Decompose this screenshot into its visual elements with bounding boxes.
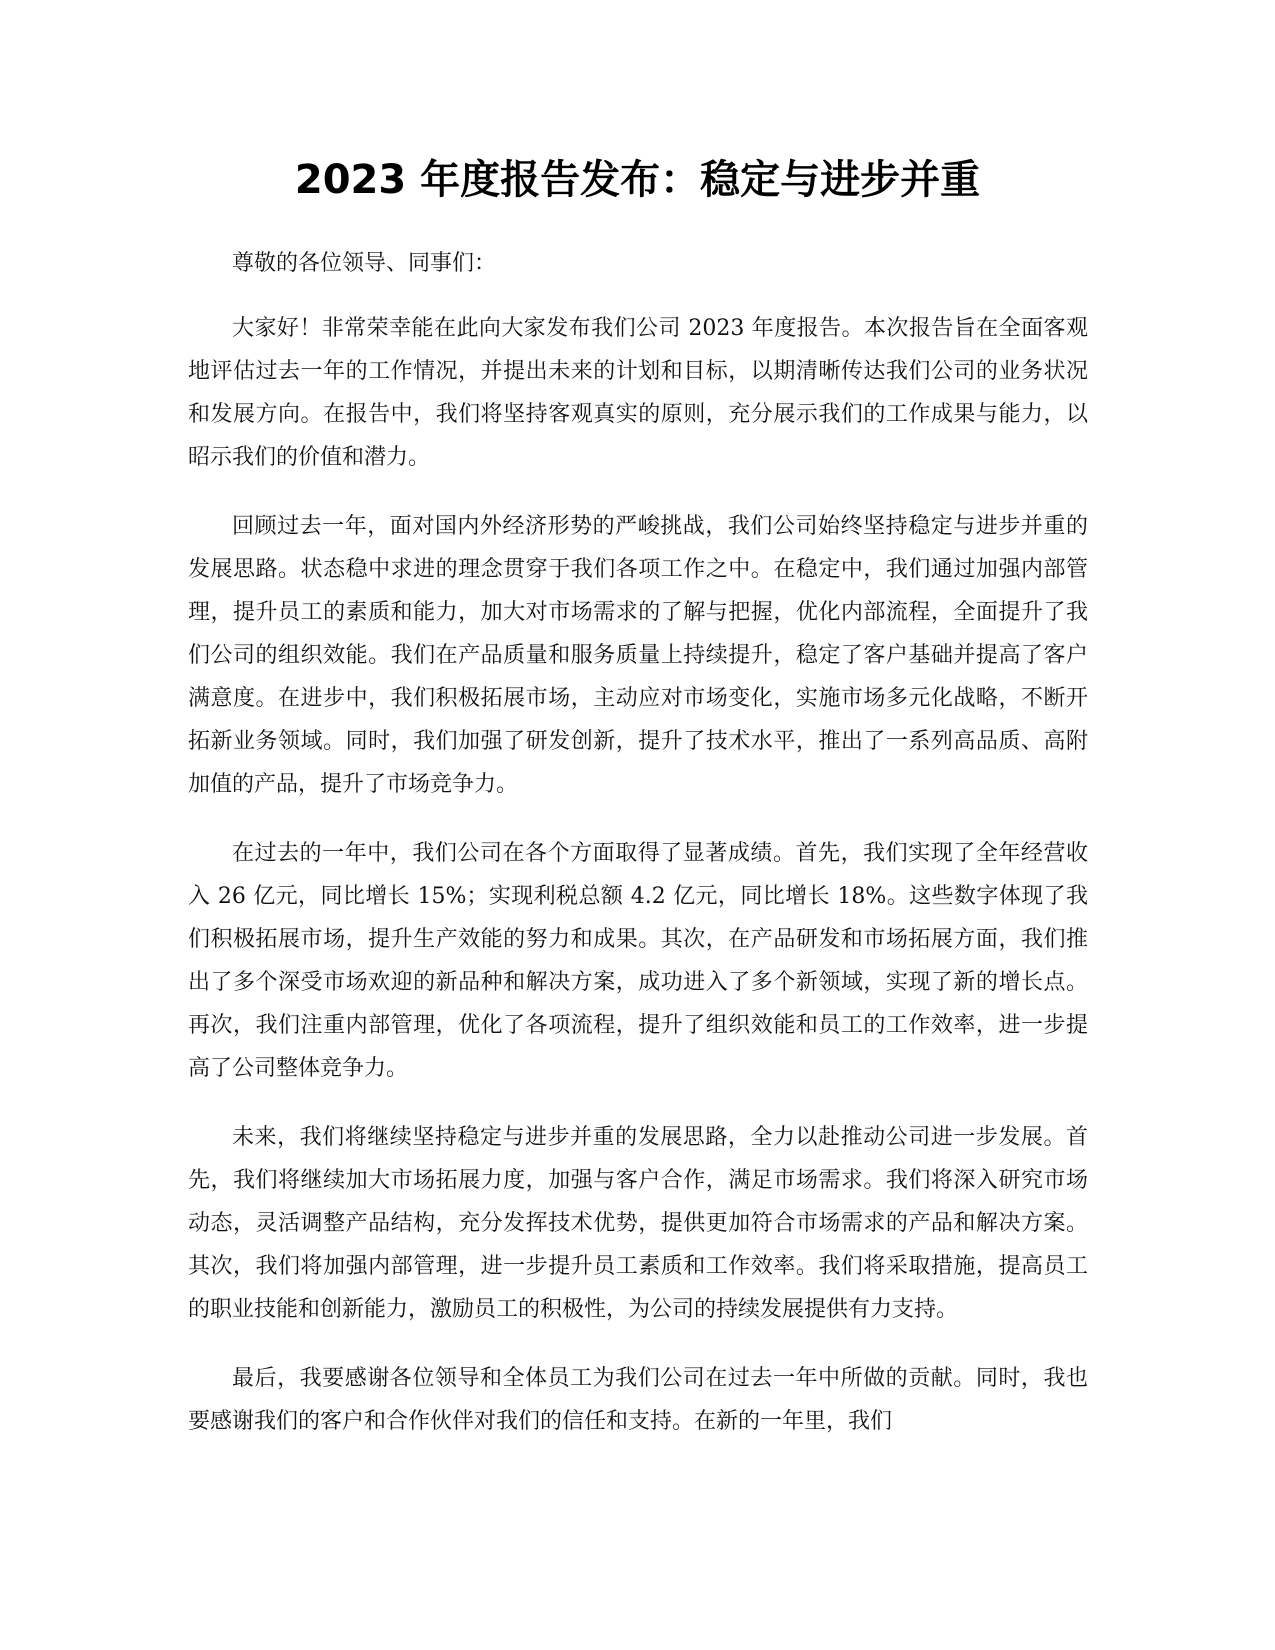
closing-paragraph: 最后，我要感谢各位领导和全体员工为我们公司在过去一年中所做的贡献。同时，我也要感谢我们的客户和合作伙伴对我们的信任和支持。在新的一年里，我们 — [188, 1366, 1088, 1434]
review-paragraph: 回顾过去一年，面对国内外经济形势的严峻挑战，我们公司始终坚持稳定与进步并重的发展思路。状态稳中求进的理念贯穿于我们各项工作之中。在稳定中，我们通过加强内部管理，提升员工的素质和能力，加大对市场需求的了解与把握，优化内部流程，全面提升了我们公司的组织效能。我们在产品质量和服务质量上持续提升，稳定了客户基础并提高了客户满意度。在进步中，我们积极拓展市场，主动应对市场变化，实施市场多元化战略，不断开拓新业务领域。同时，我们加强了研发创新，提升了技术水平，推出了一系列高品质、高附加值的产品，提升了市场竞争力。 — [188, 514, 1088, 797]
salutation-paragraph: 尊敬的各位领导、同事们： — [232, 251, 497, 276]
intro-paragraph: 大家好！非常荣幸能在此向大家发布我们公司 2023 年度报告。本次报告旨在全面客观地评估过去一年的工作情况，并提出未来的计划和目标，以期清晰传达我们公司的业务状况和发展方向。在报告中，我们将坚持客观真实的原则，充分展示我们的工作成果与能力，以昭示我们的价值和潜力。 — [188, 316, 1088, 470]
achievements-paragraph: 在过去的一年中，我们公司在各个方面取得了显著成绩。首先，我们实现了全年经营收入 26 亿元，同比增长 15%；实现利税总额 4.2 亿元，同比增长 18%。这些数字体现了我们积极拓展市场，提升生产效能的努力和成果。其次，在产品研发和市场拓展方面，我们推出了多个深受市场欢迎的新品种和解决方案，成功进入了多个新领域，实现了新的增长点。再次，我们注重内部管理，优化了各项流程，提升了组织效能和员工的工作效率，进一步提高了公司整体竞争力。 — [188, 841, 1088, 1081]
document-body — [188, 242, 1088, 1469]
future-plans-paragraph: 未来，我们将继续坚持稳定与进步并重的发展思路，全力以赴推动公司进一步发展。首先，我们将继续加大市场拓展力度，加强与客户合作，满足市场需求。我们将深入研究市场动态，灵活调整产品结构，充分发挥技术优势，提供更加符合市场需求的产品和解决方案。其次，我们将加强内部管理，进一步提升员工素质和工作效率。我们将采取措施，提高员工的职业技能和创新能力，激励员工的积极性，为公司的持续发展提供有力支持。 — [188, 1125, 1088, 1322]
document-title: 2023 年度报告发布：稳定与进步并重 — [294, 157, 981, 203]
